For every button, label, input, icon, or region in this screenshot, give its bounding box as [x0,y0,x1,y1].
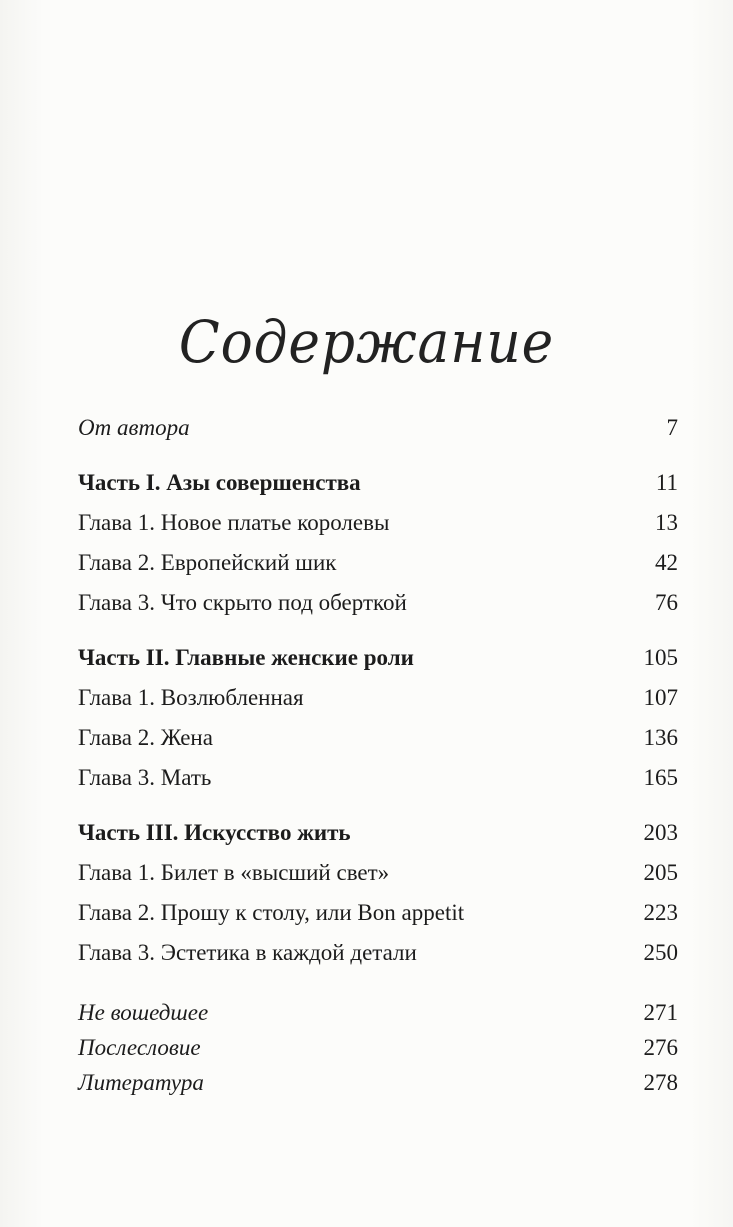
toc-part-1 [78,470,678,496]
toc-entry-page: 250 [643,940,678,965]
toc-chapter [78,765,678,791]
toc-entry-page: 107 [643,685,678,710]
toc-entry-bibliography [78,1070,678,1096]
toc-entry-page: 203 [643,820,678,845]
toc-entry-label: Часть II. Главные женские роли [78,645,414,670]
toc-entry-label: Глава 2. Европейский шик [78,550,337,575]
toc-entry-page: 278 [643,1070,678,1095]
toc-entry-foreword [78,415,678,441]
toc-entry-page: 105 [643,645,678,670]
toc-chapter [78,510,678,536]
toc-part-2 [78,645,678,671]
toc-chapter [78,550,678,576]
toc-entry-label: Часть III. Искусство жить [78,820,351,845]
toc-entry-label: Глава 2. Прошу к столу, или Bon appetit [78,900,465,925]
toc-entry-label: Глава 3. Мать [78,765,212,790]
toc-entry-afterword [78,1035,678,1061]
toc-entry-label: Глава 1. Билет в «высший свет» [78,860,390,885]
toc-entry-label: Послесловие [78,1035,201,1060]
toc-entry-page: 165 [643,765,678,790]
toc-entry-page: 42 [655,550,678,575]
toc-entry-label: Глава 2. Жена [78,725,213,750]
toc-entry-label: Часть I. Азы совершенства [78,470,361,495]
toc-chapter [78,590,678,616]
toc-chapter [78,685,678,711]
toc-entry-label: От автора [78,415,190,440]
toc-entry-page: 76 [655,590,678,615]
toc-chapter [78,725,678,751]
toc-entry-label: Глава 3. Эстетика в каждой детали [78,940,417,965]
toc-entry-label: Глава 3. Что скрыто под оберткой [78,590,407,615]
toc-entry-label: Глава 1. Новое платье королевы [78,510,390,535]
toc-entry-page: 205 [643,860,678,885]
toc-entry-label: Литература [78,1070,204,1095]
page-title: Содержание [178,308,555,376]
toc-chapter [78,860,678,886]
toc-entry-omitted [78,1000,678,1026]
toc-chapter [78,940,678,966]
toc-entry-label: Глава 1. Возлюбленная [78,685,304,710]
toc-entry-page: 276 [643,1035,678,1060]
toc-entry-page: 271 [643,1000,678,1025]
toc-part-3 [78,820,678,846]
toc-entry-page: 7 [666,415,678,440]
toc-entry-page: 11 [655,470,678,495]
toc-entry-page: 136 [643,725,678,750]
toc-chapter [78,900,678,926]
toc-entry-page: 223 [643,900,678,925]
toc-entry-page: 13 [655,510,678,535]
toc-entry-label: Не вошедшее [78,1000,209,1025]
